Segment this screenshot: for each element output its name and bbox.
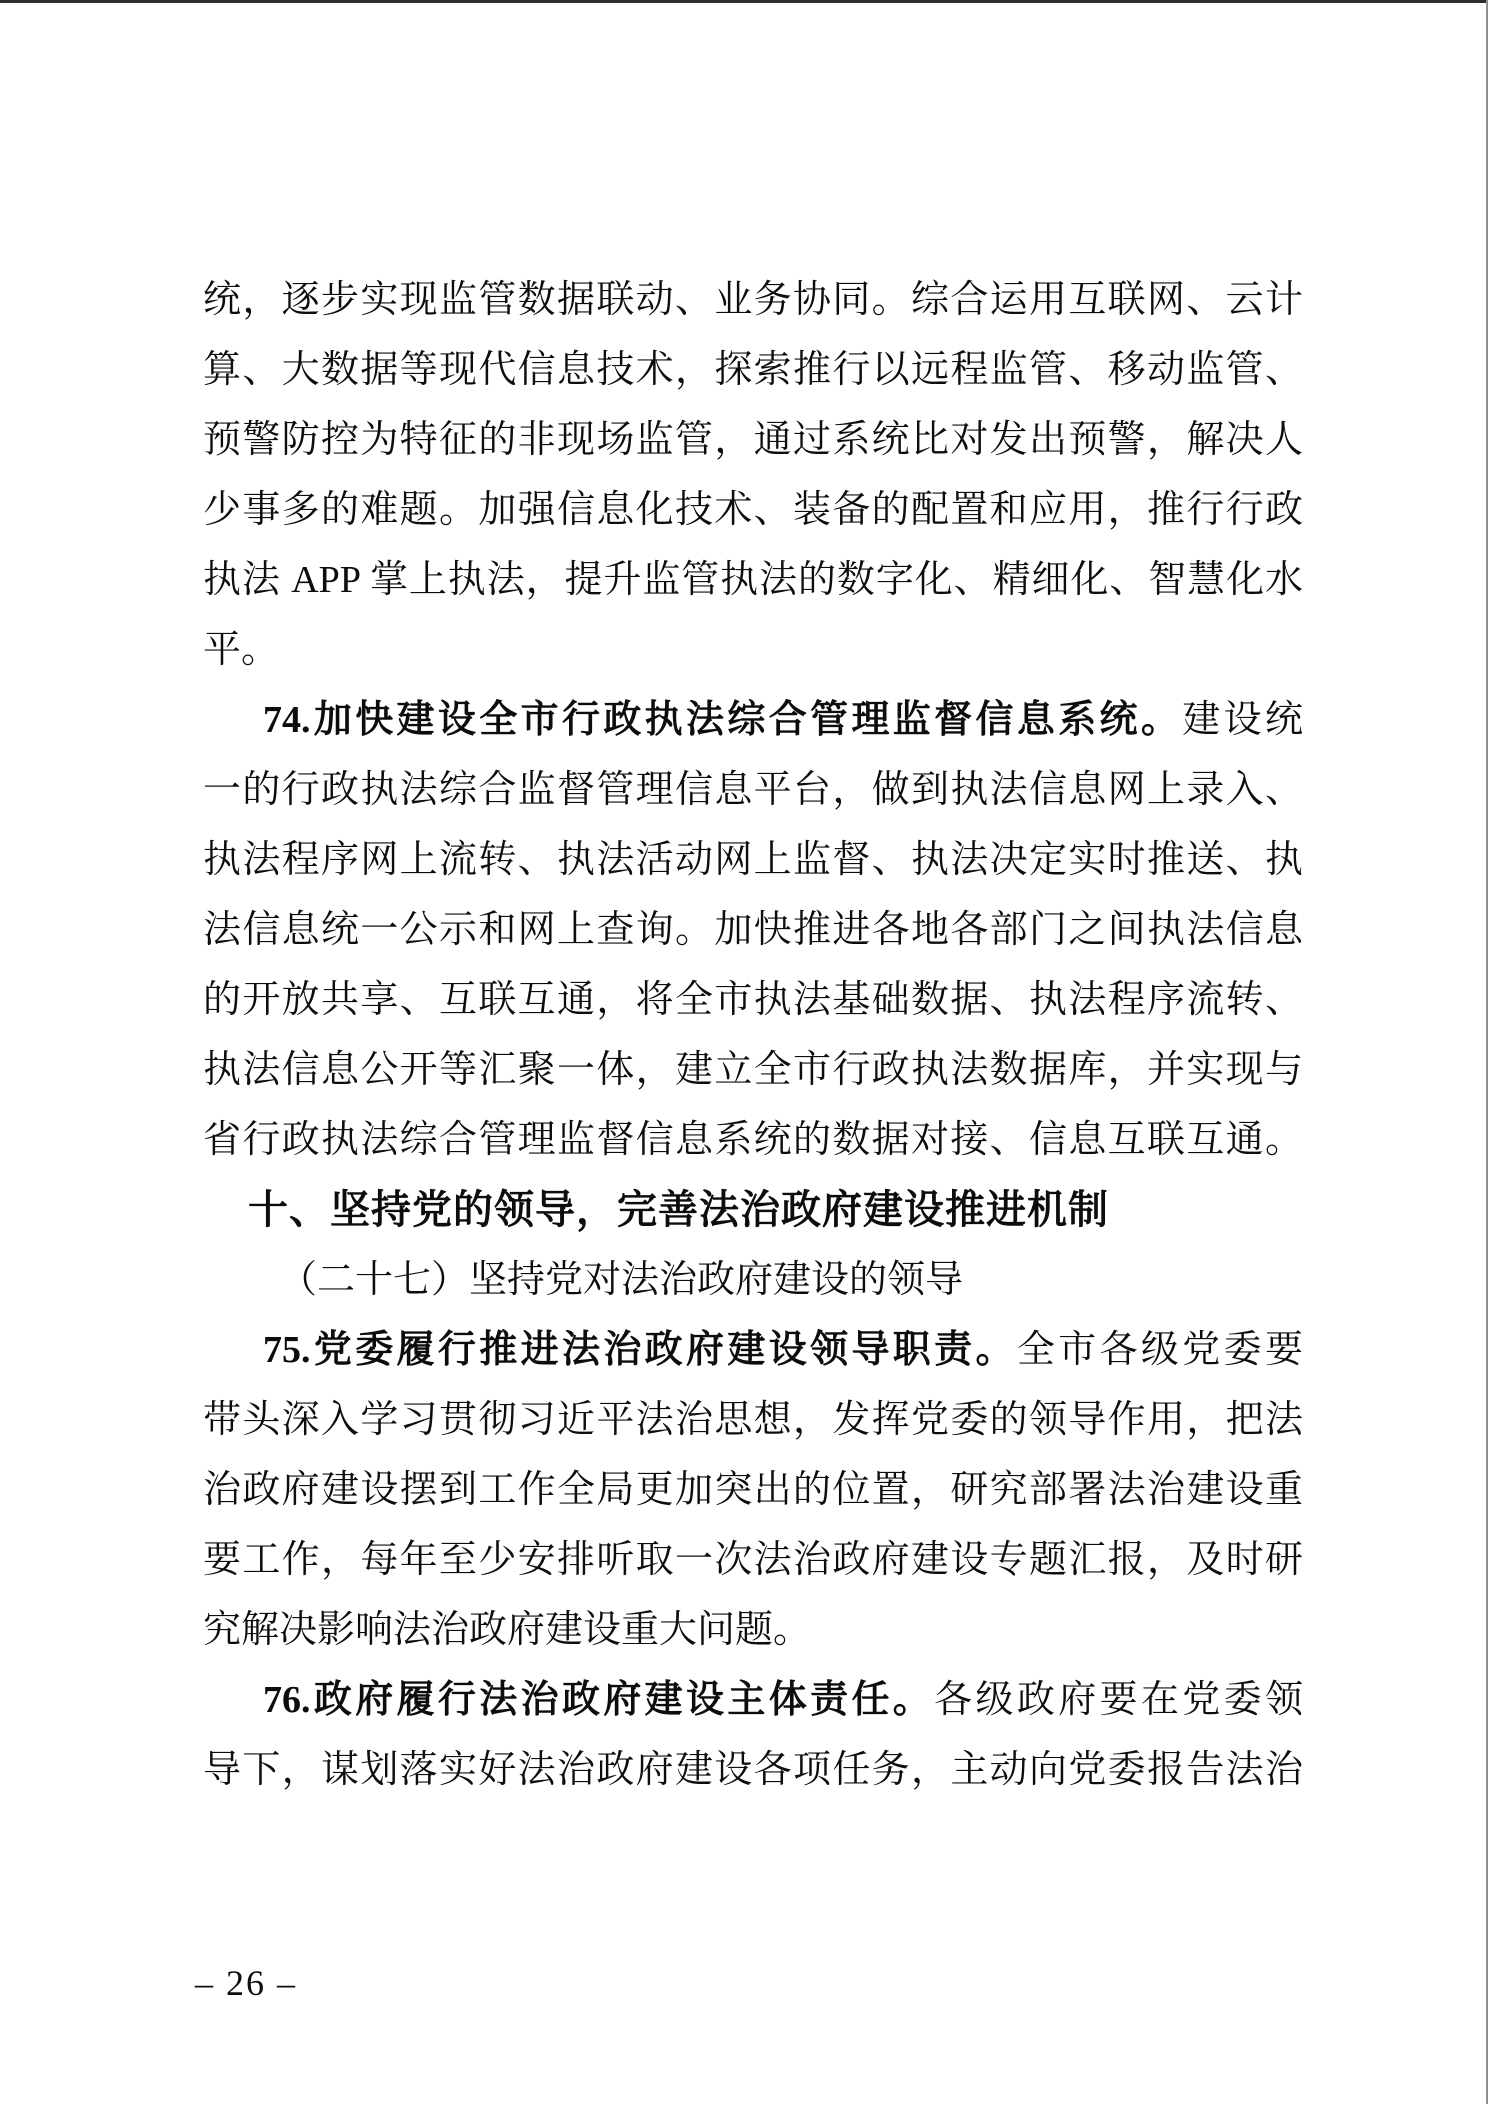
text-line	[203, 965, 1303, 1035]
text-line	[203, 1525, 1303, 1595]
emphasis-text: 75.党委履行推进法治政府建设领导职责。	[263, 1329, 1017, 1371]
emphasis-text: 76.政府履行法治政府建设主体责任。	[263, 1679, 935, 1721]
text-line	[203, 755, 1303, 825]
text-line	[203, 1035, 1303, 1105]
body-text: 一的行政执法综合监督管理信息平台，做到执法信息网上录入、	[203, 769, 1303, 811]
text-line	[203, 265, 1303, 335]
text-line	[203, 545, 1303, 615]
body-text: 执法信息公开等汇聚一体，建立全市行政执法数据库，并实现与	[203, 1049, 1303, 1091]
body-text: 执法程序网上流转、执法活动网上监督、执法决定实时推送、执	[203, 839, 1303, 881]
body-text: 统，逐步实现监管数据联动、业务协同。综合运用互联网、云计	[203, 279, 1303, 321]
text-line	[203, 1455, 1303, 1525]
body-text: 算、大数据等现代信息技术，探索推行以远程监管、移动监管、	[203, 349, 1303, 391]
body-text: 建设统	[1182, 699, 1303, 741]
body-text: 各级政府要在党委领	[934, 1679, 1303, 1721]
body-text: 全市各级党委要	[1016, 1329, 1303, 1371]
body-text: 少事多的难题。加强信息化技术、装备的配置和应用，推行行政	[203, 489, 1303, 531]
text-line	[203, 685, 1303, 755]
text-line	[203, 335, 1303, 405]
body-text: （二十七）坚持党对法治政府建设的领导	[279, 1259, 964, 1301]
text-line	[203, 895, 1303, 965]
text-line	[203, 1105, 1303, 1175]
text-line	[203, 405, 1303, 475]
body-text: 究解决影响法治政府建设重大问题。	[203, 1609, 812, 1651]
body-text: 平。	[203, 629, 280, 671]
text-line	[203, 1245, 1303, 1315]
page-top-border	[0, 0, 1488, 3]
body-text: 执法 APP 掌上执法，提升监管执法的数字化、精细化、智慧化水	[203, 559, 1303, 601]
text-line	[203, 1385, 1303, 1455]
emphasis-text: 74.加快建设全市行政执法综合管理监督信息系统。	[263, 699, 1183, 741]
text-line	[203, 1175, 1303, 1245]
body-text: 省行政执法综合管理监督信息系统的数据对接、信息互联互通。	[203, 1119, 1303, 1161]
text-line	[203, 1665, 1303, 1735]
text-line	[203, 1735, 1303, 1805]
page-number: – 26 –	[195, 1963, 297, 2003]
text-line	[203, 615, 1303, 685]
text-line	[203, 475, 1303, 545]
text-line	[203, 1315, 1303, 1385]
text-line	[203, 825, 1303, 895]
body-text: 导下，谋划落实好法治政府建设各项任务，主动向党委报告法治	[203, 1749, 1303, 1791]
body-text: 治政府建设摆到工作全局更加突出的位置，研究部署法治建设重	[203, 1469, 1303, 1511]
body-text: 预警防控为特征的非现场监管，通过系统比对发出预警，解决人	[203, 419, 1303, 461]
document-lines	[203, 265, 1303, 1805]
body-text: 法信息统一公示和网上查询。加快推进各地各部门之间执法信息	[203, 909, 1303, 951]
emphasis-text: 十、坚持党的领导，完善法治政府建设推进机制	[248, 1188, 1109, 1232]
body-text: 带头深入学习贯彻习近平法治思想，发挥党委的领导作用，把法	[203, 1399, 1303, 1441]
body-text: 要工作，每年至少安排听取一次法治政府建设专题汇报，及时研	[203, 1539, 1303, 1581]
text-line	[203, 1595, 1303, 1665]
body-text: 的开放共享、互联互通，将全市执法基础数据、执法程序流转、	[203, 979, 1303, 1021]
